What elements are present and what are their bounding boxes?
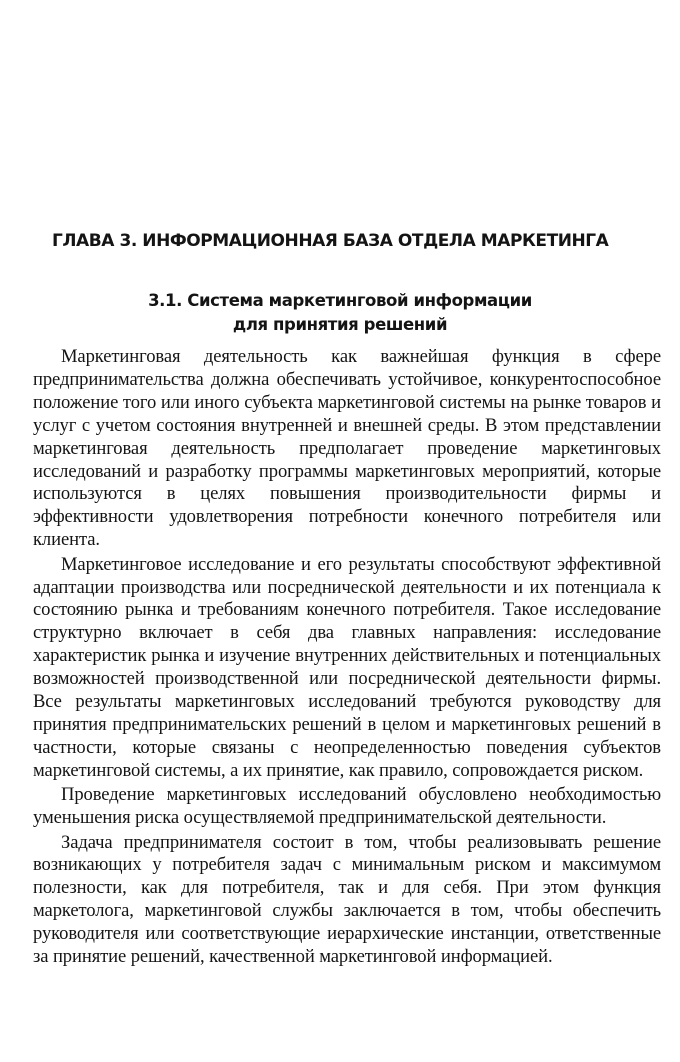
section-title-line-1: 3.1. Система маркетинговой информации [148,291,532,310]
section-title-line-2: для принятия решений [232,315,448,334]
chapter-title: ГЛАВА 3. ИНФОРМАЦИОННАЯ БАЗА ОТДЕЛА МАРКЕТИНГА [52,231,609,251]
section-title [60,289,620,337]
paragraph-2: Маркетинговое исследование и его результаты способствуют эффективной адаптации производства или посреднической деятельности и их потенциала к состоянию рынка и требованиям конечного потребителя. Такое исследование структурно включает в себя два главных направления: исследование характеристик рынка и изучение внутренних действительных и потенциальных возможностей производственной или посреднической деятельности фирмы. Все результаты маркетинговых исследований требуются руководству для принятия предпринимательских решений в целом и маркетинговых решений в частности, которые связаны с неопределенностью поведения субъектов маркетинговой системы, а их принятие, как правило, сопровождается риском. [33,553,661,781]
paragraph-3: Проведение маркетинговых исследований обусловлено необходимостью уменьшения риска осуществляемой предпринимательской деятельности. [33,784,661,829]
body-text [33,346,661,970]
paragraph-4: Задача предпринимателя состоит в том, чтобы реализовывать решение возникающих у потребителя задач с минимальным риском и максимумом полезности, как для потребителя, так и для себя. При этом функция маркетолога, маркетинговой службы заключается в том, чтобы обеспечить руководителя или соответствующие иерархические инстанции, ответственные за принятие решений, качественной маркетинговой информацией. [33,831,661,968]
paragraph-1: Маркетинговая деятельность как важнейшая функция в сфере предпринимательства должна обеспечивать устойчивое, конкурентоспособное положение того или иного субъекта маркетинговой системы на рынке товаров и услуг с учетом состояния внутренней и внешней среды. В этом представлении маркетинговая деятельность предполагает проведение маркетинговых исследований и разработку программы маркетинговых мероприятий, которые используются в целях повышения производительности фирмы и эффективности удовлетворения потребности конечного потребителя или клиента. [33,346,661,551]
